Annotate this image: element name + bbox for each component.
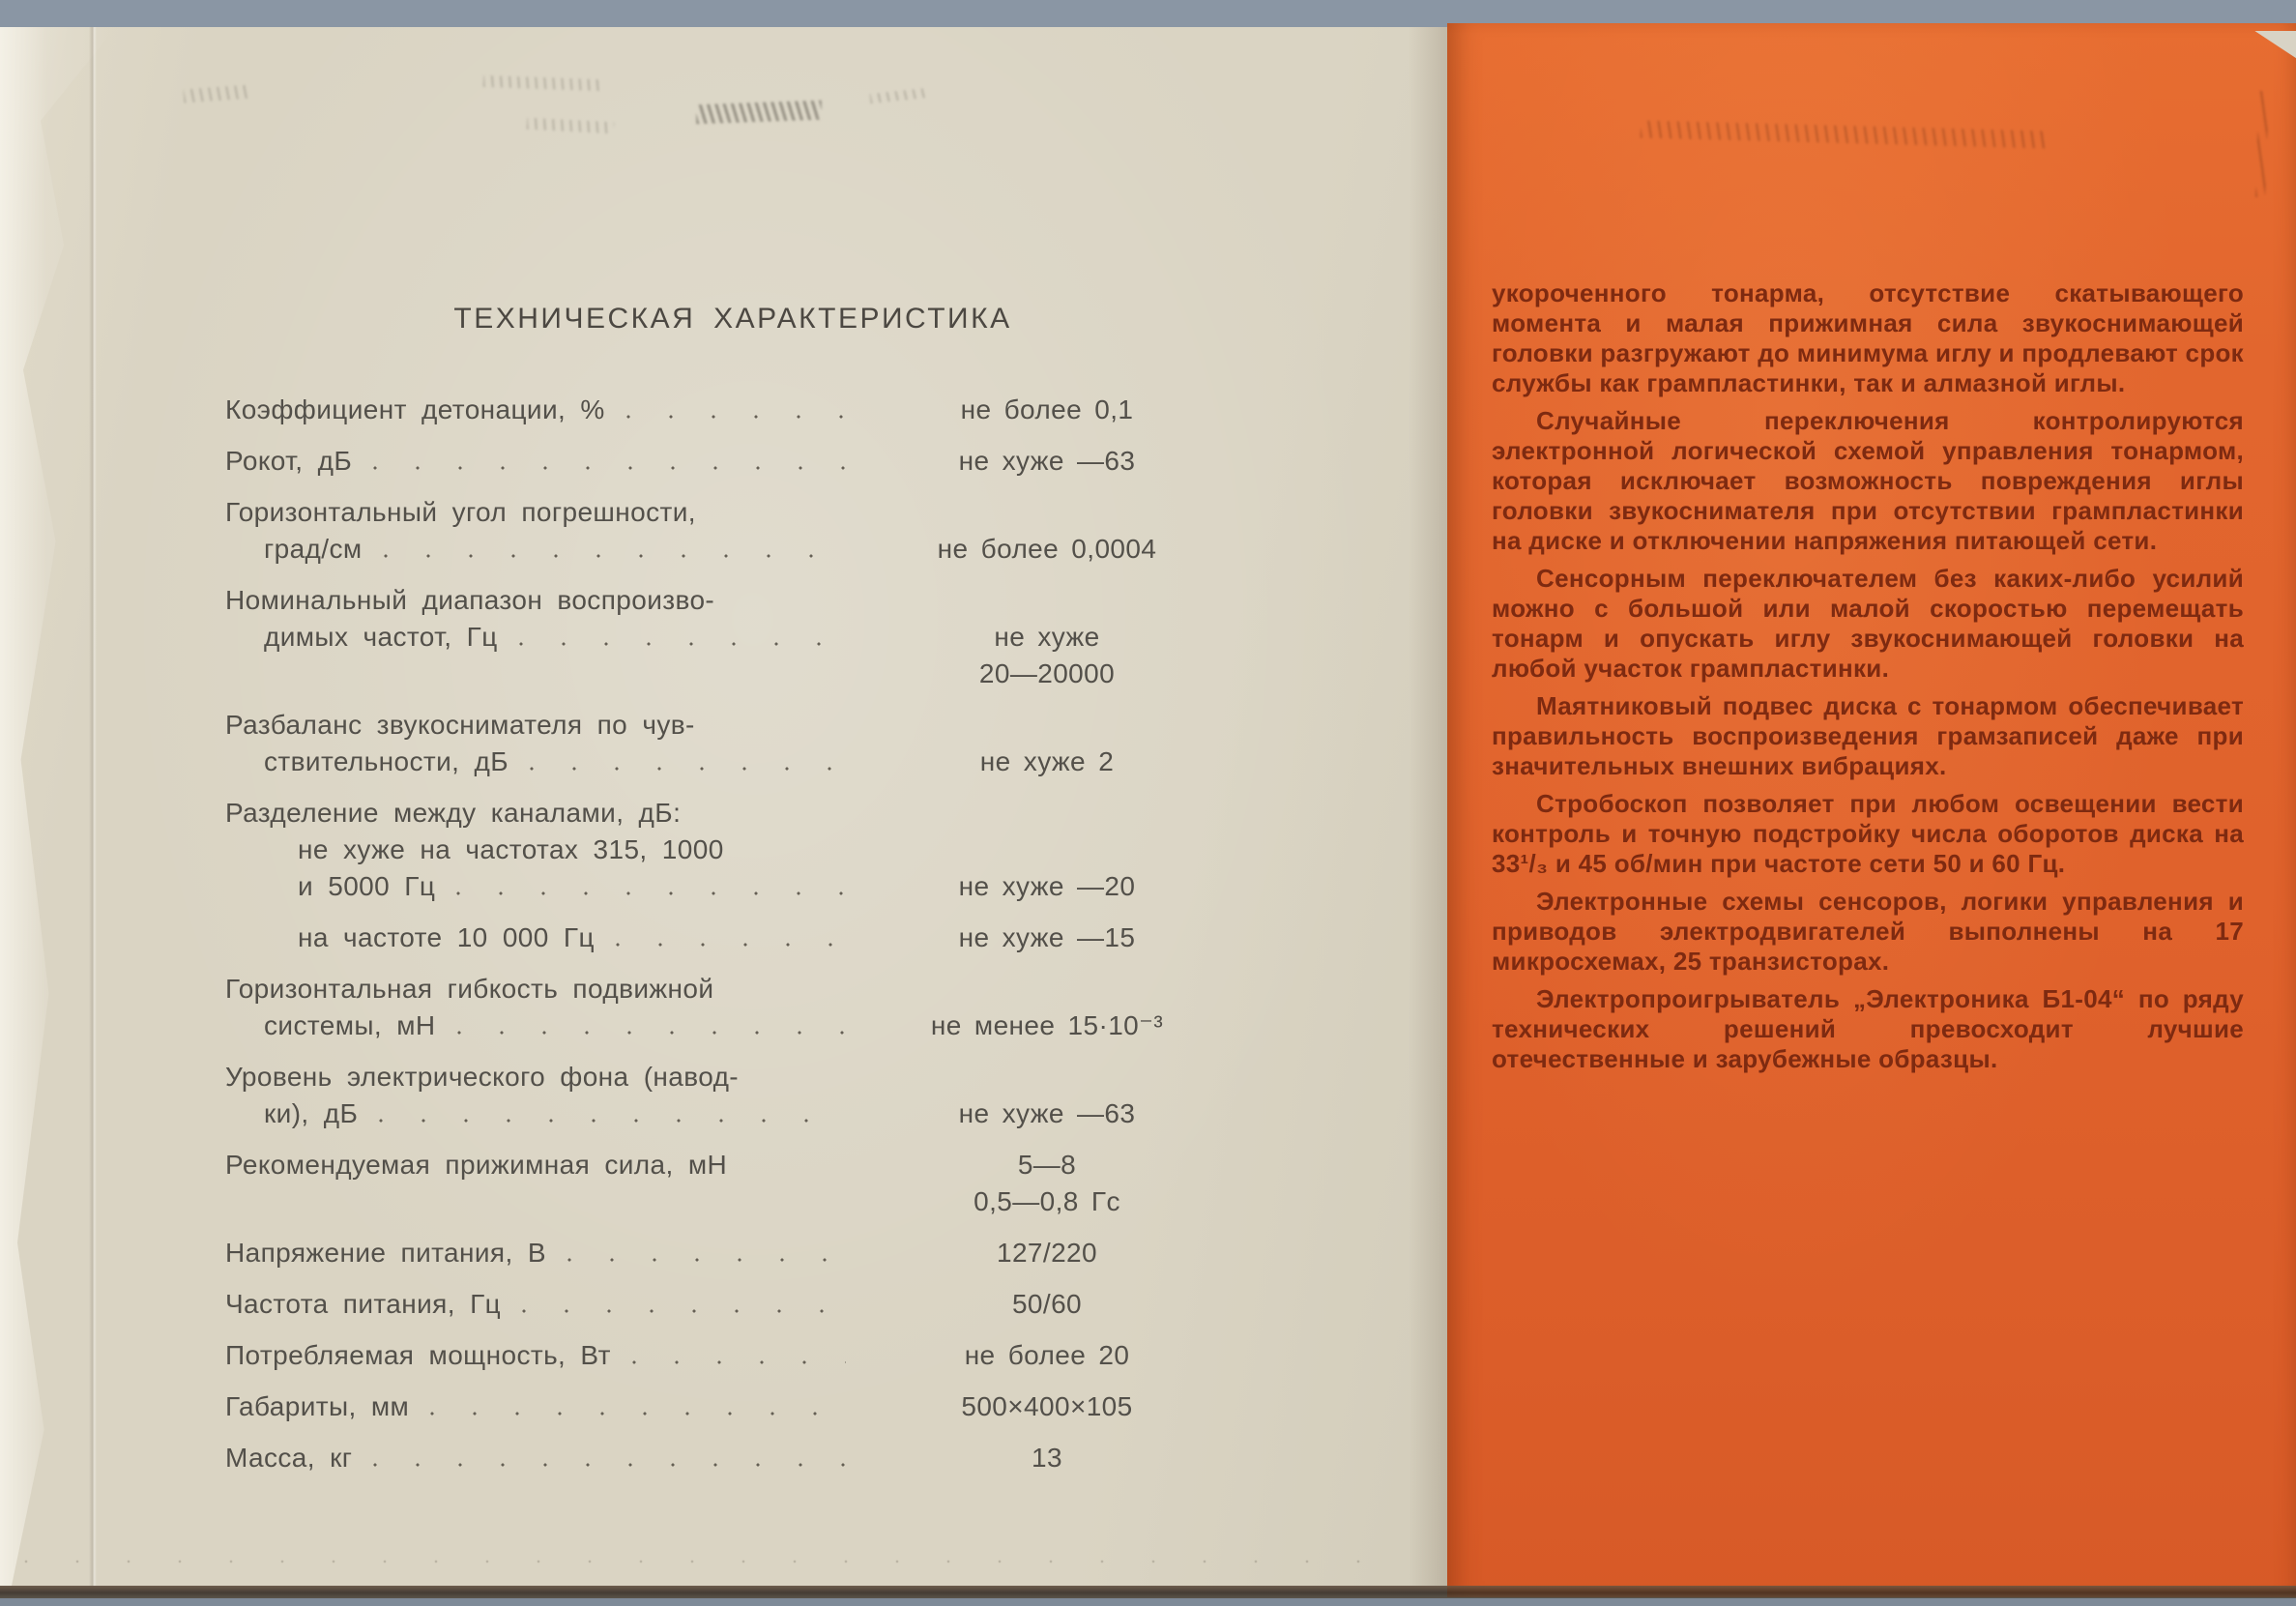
spec-label: ки), дБ xyxy=(264,1098,359,1128)
spec-table xyxy=(225,392,1240,1476)
spec-line xyxy=(225,1286,1240,1323)
spec-line xyxy=(225,1235,1240,1271)
spec-line xyxy=(225,582,1240,619)
spec-label: Габариты, мм xyxy=(225,1391,410,1421)
dot-leader xyxy=(515,639,846,649)
spec-line xyxy=(225,1388,1240,1425)
spec-row xyxy=(225,971,1240,1044)
spec-row xyxy=(225,392,1240,428)
spec-value: не более 20 xyxy=(964,1340,1130,1370)
spec-row xyxy=(225,1388,1240,1425)
spec-value: 0,5—0,8 Гс xyxy=(974,1186,1120,1216)
dot-leader xyxy=(375,1116,846,1125)
dot-leader xyxy=(452,889,846,898)
spec-row xyxy=(225,707,1240,780)
spec-label: Рокот, дБ xyxy=(225,446,353,476)
spec-line xyxy=(225,392,1240,428)
body-text xyxy=(1492,278,2244,1082)
spec-line xyxy=(225,1337,1240,1374)
spec-value: 20—20000 xyxy=(978,658,1116,688)
dot-leader xyxy=(612,940,846,949)
pencil-smudge xyxy=(483,75,599,91)
spec-label: Частота питания, Гц xyxy=(225,1289,502,1319)
spec-row xyxy=(225,1286,1240,1323)
spec-label: Номинальный диапазон воспроизво- xyxy=(225,585,715,615)
dot-leader xyxy=(380,551,846,561)
paper-speckles xyxy=(19,1553,1373,1570)
spec-row xyxy=(225,494,1240,568)
spec-label: на частоте 10 000 Гц xyxy=(298,922,595,952)
spec-value: не хуже —63 xyxy=(958,1098,1136,1128)
spec-line xyxy=(225,707,1240,744)
spec-row xyxy=(225,1235,1240,1271)
spec-label: димых частот, Гц xyxy=(264,622,498,652)
spec-line xyxy=(225,1059,1240,1095)
spec-label: не хуже на частотах 315, 1000 xyxy=(298,834,724,864)
spec-label: Разбаланс звукоснимателя по чув- xyxy=(225,710,695,740)
spec-line xyxy=(225,1147,1240,1183)
spec-line xyxy=(225,971,1240,1007)
spec-line xyxy=(225,868,1240,905)
dot-leader xyxy=(369,1460,846,1470)
spec-value: 500×400×105 xyxy=(961,1391,1133,1421)
spec-line xyxy=(225,531,1240,568)
dot-leader xyxy=(243,1204,846,1213)
paragraph: Электронные схемы сенсоров, логики управления и приводов электродвигателей выполнены на 17 микросхемах, 25 транзисторах. xyxy=(1492,887,2244,976)
spec-label: Разделение между каналами, дБ: xyxy=(225,798,682,828)
spec-line xyxy=(225,1440,1240,1476)
spec-value: не более 0,1 xyxy=(960,394,1134,424)
spec-value: не менее 15·10⁻³ xyxy=(930,1010,1164,1040)
spec-row xyxy=(225,920,1240,956)
spec-label: Коэффициент детонации, % xyxy=(225,394,605,424)
spec-row xyxy=(225,795,1240,905)
spec-line xyxy=(225,656,1240,692)
pencil-smudge xyxy=(870,88,929,103)
pencil-smudge xyxy=(1641,121,2047,149)
spec-line xyxy=(225,619,1240,656)
spec-label: и 5000 Гц xyxy=(298,871,436,901)
spec-value: не хуже 2 xyxy=(979,746,1115,776)
spec-line xyxy=(225,744,1240,780)
spec-row xyxy=(225,582,1240,692)
spec-line xyxy=(225,795,1240,832)
pencil-smudge xyxy=(2255,91,2269,197)
spec-label: Рекомендуемая прижимная сила, мН xyxy=(225,1150,728,1180)
booklet-bottom-edge xyxy=(0,1586,2296,1598)
dot-leader xyxy=(744,1167,846,1177)
paragraph: укороченного тонарма, отсутствие скатывающего момента и малая прижимная сила звукоснимающей головки разгружают до минимума иглу и продлевают срок службы как грампластинки, так и алмазной иглы. xyxy=(1492,278,2244,397)
paragraph: Стробоскоп позволяет при любом освещении вести контроль и точную подстройку числа оборотов диска на 33¹/₃ и 45 об/мин при частоте сети 50 и 60 Гц. xyxy=(1492,789,2244,878)
dot-leader xyxy=(526,764,846,774)
spec-label: град/см xyxy=(264,534,363,564)
page-gutter-shadow xyxy=(1409,27,1447,1586)
spec-row xyxy=(225,1440,1240,1476)
spec-value: 127/220 xyxy=(996,1238,1097,1268)
spec-line xyxy=(225,832,1240,868)
spec-line xyxy=(225,443,1240,480)
spec-label: Горизонтальная гибкость подвижной xyxy=(225,974,714,1004)
spec-sheet xyxy=(225,301,1240,1491)
spec-row xyxy=(225,1147,1240,1220)
paper-notch xyxy=(2246,31,2296,66)
spec-value: не хуже —15 xyxy=(958,922,1136,952)
spec-row xyxy=(225,1059,1240,1132)
spec-label: Уровень электрического фона (навод- xyxy=(225,1062,740,1092)
spec-label: системы, мН xyxy=(264,1010,436,1040)
spec-value: не хуже —20 xyxy=(958,871,1136,901)
dot-leader xyxy=(518,1306,846,1316)
paper-crease xyxy=(89,27,97,1586)
spec-label: Напряжение питания, В xyxy=(225,1238,546,1268)
torn-paper-edge xyxy=(0,27,116,1586)
spec-value: 5—8 xyxy=(1017,1150,1077,1180)
spec-line xyxy=(225,494,1240,531)
paragraph: Маятниковый подвес диска с тонармом обеспечивает правильность воспроизведения грамзаписей даже при значительных внешних вибрациях. xyxy=(1492,691,2244,780)
dot-leader xyxy=(369,463,846,473)
pencil-smudge xyxy=(184,85,252,103)
spec-value: не более 0,0004 xyxy=(937,534,1157,564)
page-title: ТЕХНИЧЕСКАЯ ХАРАКТЕРИСТИКА xyxy=(453,303,1012,335)
right-page xyxy=(1447,23,2296,1597)
dot-leader xyxy=(623,412,846,422)
left-page xyxy=(0,27,1447,1586)
spec-row xyxy=(225,443,1240,480)
paragraph: Сенсорным переключателем без каких-либо усилий можно с большой или малой скоростью перемещать тонарм и опускать иглу звукоснимающей головки на любой участок грампластинки. xyxy=(1492,564,2244,683)
dot-leader xyxy=(243,676,846,686)
dot-leader xyxy=(564,1255,846,1265)
spec-label: Масса, кг xyxy=(225,1443,353,1473)
pencil-smudge xyxy=(527,118,615,134)
dot-leader xyxy=(426,1409,846,1418)
spec-row xyxy=(225,1337,1240,1374)
spec-value: не хуже xyxy=(994,622,1100,652)
spec-label: Потребляемая мощность, Вт xyxy=(225,1340,611,1370)
spec-value: не хуже —63 xyxy=(958,446,1136,476)
dot-leader xyxy=(453,1028,846,1037)
paragraph: Случайные переключения контролируются электронной логической схемой управления тонармом, которая исключает возможность повреждения иглы головки звукоснимателя при отсутствии грампластинки на диске и отключении напряжения питающей сети. xyxy=(1492,406,2244,555)
spec-label: ствительности, дБ xyxy=(264,746,509,776)
pencil-smudge xyxy=(696,101,823,125)
spec-line xyxy=(225,920,1240,956)
paragraph: Электропроигрыватель „Электроника Б1-04“ по ряду технических решений превосходит лучшие отечественные и зарубежные образцы. xyxy=(1492,984,2244,1073)
spec-label: Горизонтальный угол погрешности, xyxy=(225,497,696,527)
spec-value: 13 xyxy=(1032,1443,1062,1473)
spec-line xyxy=(225,1183,1240,1220)
spec-line xyxy=(225,1095,1240,1132)
spec-value: 50/60 xyxy=(1011,1289,1083,1319)
spec-line xyxy=(225,1007,1240,1044)
dot-leader xyxy=(628,1358,846,1367)
